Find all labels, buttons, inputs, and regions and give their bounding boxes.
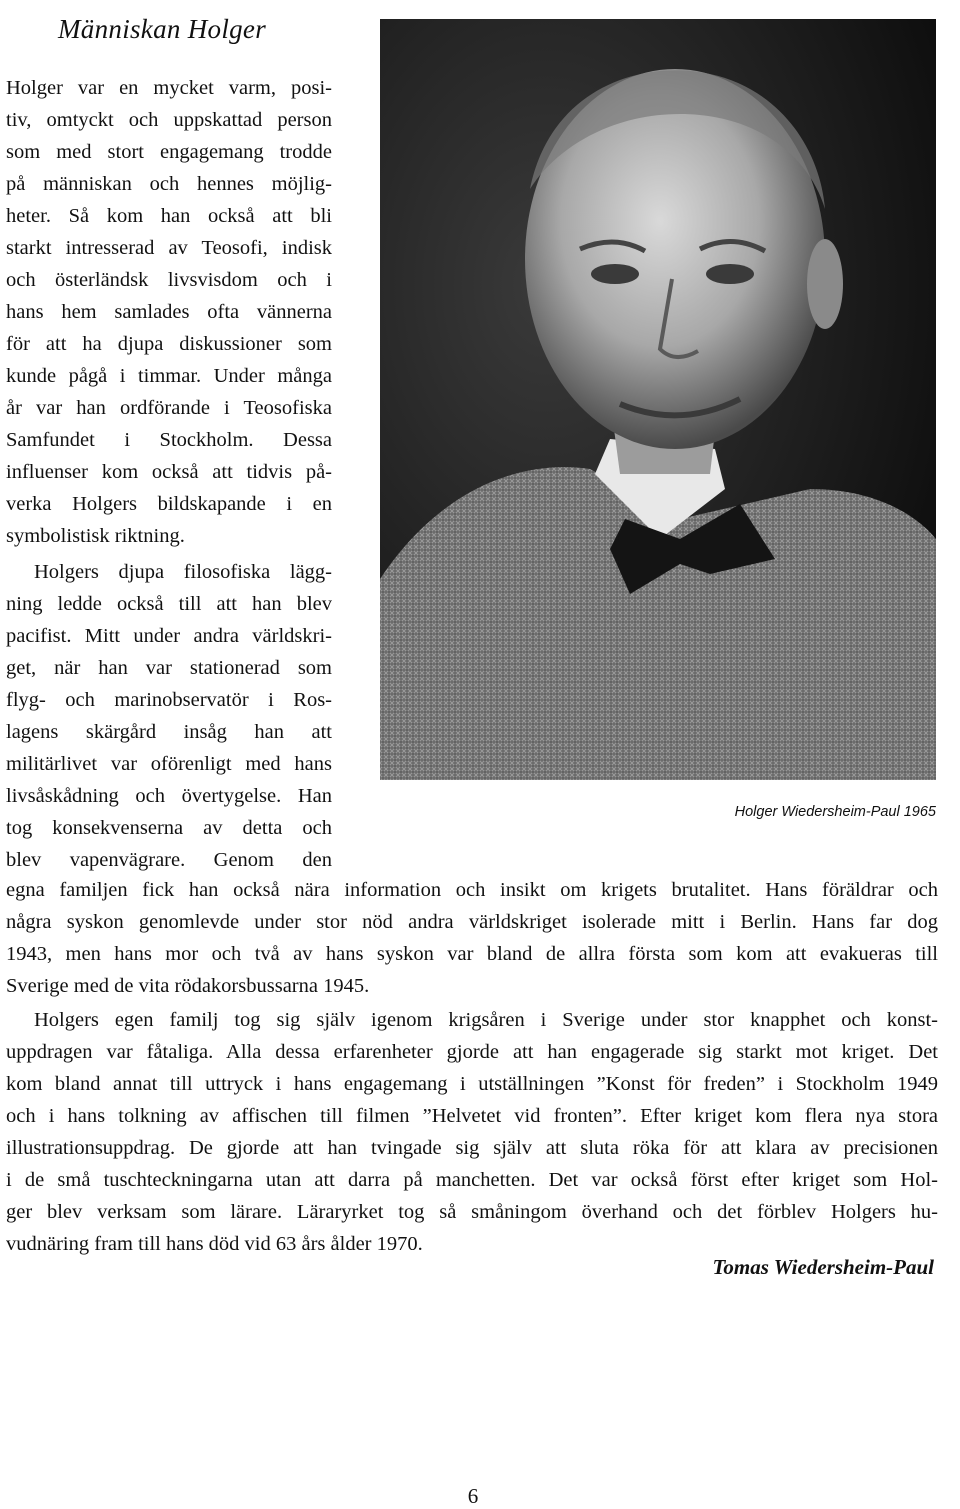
portrait-photo (380, 19, 936, 780)
text-line: 1943, men hans mor och två av hans syskon var bland de allra första som kom att evakueras till (6, 943, 938, 965)
text-line: ning ledde också till att han blev (6, 593, 332, 615)
text-line: pacifist. Mitt under andra världskri- (6, 625, 332, 647)
text-line: ger blev verksam som lärare. Läraryrket tog så småningom överhand och det förblev Holgers hu- (6, 1201, 938, 1223)
text-line: blev vapenvägrare. Genom den (6, 849, 332, 871)
text-line: några syskon genomlevde under stor nöd andra världskriget isolerade mitt i Berlin. Hans far dog (6, 911, 938, 933)
author-signature: Tomas Wiedersheim-Paul (712, 1255, 934, 1279)
article-title: Människan Holger (58, 14, 267, 44)
text-line: i de små tuschteckningarna utan att darra på manchetten. Det var också först efter kriget som Hol- (6, 1169, 938, 1191)
text-line: tog konsekvenserna av detta och (6, 817, 332, 839)
text-line: heter. Så kom han också att bli (6, 205, 332, 227)
text-line: Holgers djupa filosofiska lägg- (34, 561, 332, 583)
text-line: och österländsk livsvisdom och i (6, 269, 332, 291)
text-line: Samfundet i Stockholm. Dessa (6, 429, 332, 451)
text-line: hans hem samlades ofta vännerna (6, 301, 332, 323)
text-line: år var han ordförande i Teosofiska (6, 397, 332, 419)
text-line: kom bland annat till uttryck i hans engagemang i utställningen ”Konst för freden” i Stockholm 1949 (6, 1073, 938, 1095)
text-line: influenser kom också att tidvis på- (6, 461, 332, 483)
text-line: Sverige med de vita rödakorsbussarna 1945. (6, 975, 370, 997)
page-number: 6 (467, 1484, 479, 1508)
text-line: illustrationsuppdrag. De gjorde att han tvingade sig själv att sluta röka för att klara av precisionen (6, 1137, 938, 1159)
text-line: flyg- och marinobservatör i Ros- (6, 689, 332, 711)
text-line: Holger var en mycket varm, posi- (6, 77, 332, 99)
text-line: starkt intresserad av Teosofi, indisk (6, 237, 332, 259)
text-line: uppdragen var fåtaliga. Alla dessa erfarenheter gjorde att han engagerade sig starkt mot kriget. Det (6, 1041, 938, 1063)
text-line: kunde pågå i timmar. Under många (6, 365, 332, 387)
text-line: symbolistisk riktning. (6, 525, 185, 547)
text-line: verka Holgers bildskapande i en (6, 493, 332, 515)
text-line: vudnäring fram till hans död vid 63 års ålder 1970. (6, 1233, 423, 1255)
text-line: lagens skärgård insåg han att (6, 721, 332, 743)
text-line: livsåskådning och övertygelse. Han (6, 785, 332, 807)
text-line: militärlivet var oförenligt med hans (6, 753, 332, 775)
text-line: get, när han var stationerad som (6, 657, 332, 679)
text-line: på människan och hennes möjlig- (6, 173, 332, 195)
text-line: Holgers egen familj tog sig själv igenom krigsåren i Sverige under stor knapphet och konst- (34, 1009, 938, 1031)
text-line: tiv, omtyckt och uppskattad person (6, 109, 332, 131)
text-line: som med stort engagemang trodde (6, 141, 332, 163)
photo-caption: Holger Wiedersheim-Paul 1965 (734, 804, 936, 820)
text-line: och i hans tolkning av affischen till filmen ”Helvetet vid fronten”. Efter kriget kom flera nya stora (6, 1105, 938, 1127)
text-line: egna familjen fick han också nära information och insikt om krigets brutalitet. Hans föräldrar och (6, 879, 938, 901)
text-line: för att ha djupa diskussioner som (6, 333, 332, 355)
